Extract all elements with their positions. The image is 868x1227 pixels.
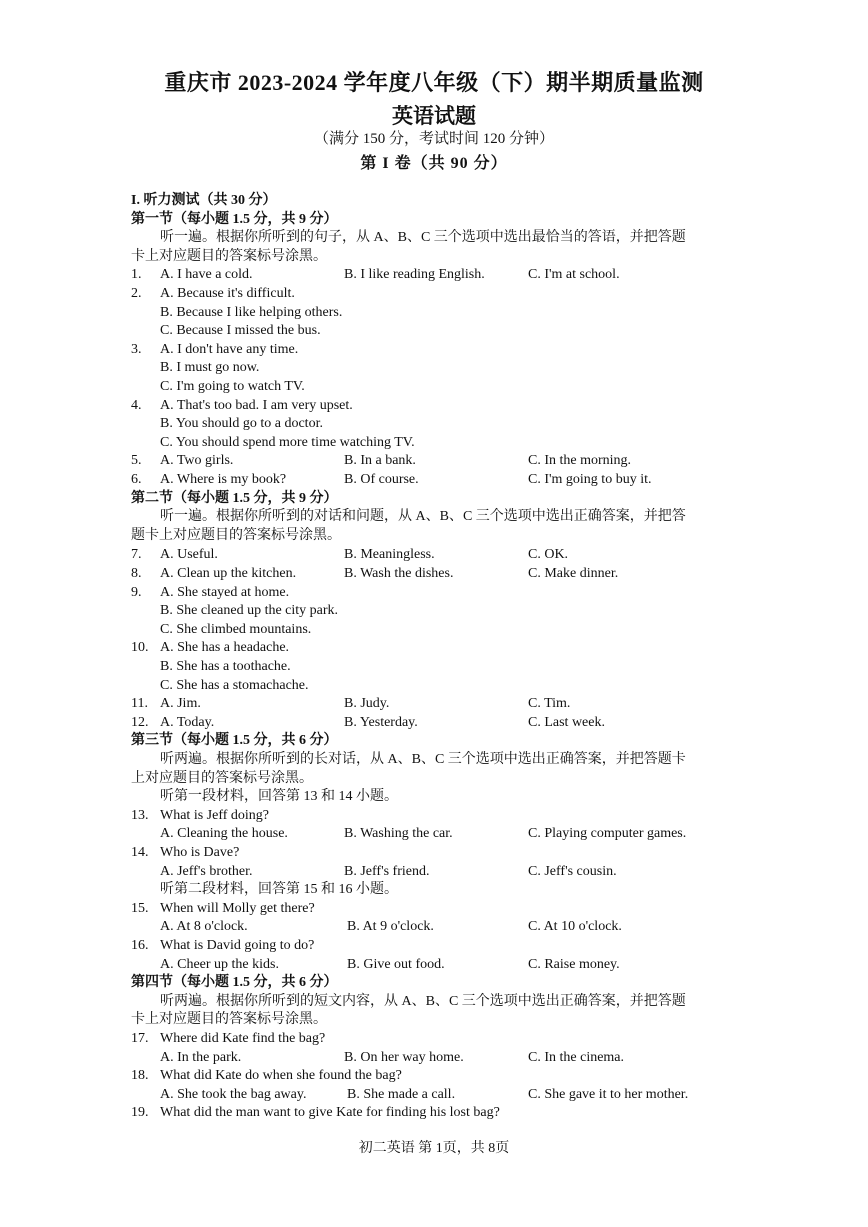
question-16	[131, 937, 743, 956]
option-b: B. Because I like helping others.	[160, 304, 343, 320]
question-number: 14.	[131, 844, 149, 860]
instruction: 听两遍。根据你所听到的短文内容，从 A、B、C 三个选项中选出正确答案，并把答题	[160, 993, 686, 1009]
question-number: 1.	[131, 267, 142, 283]
question-number: 16.	[131, 937, 149, 953]
question-number: 11.	[131, 696, 148, 712]
option-a: A. She took the bag away.	[160, 1086, 307, 1102]
question-number: 19.	[131, 1105, 149, 1121]
option-b: B. On her way home.	[344, 1049, 464, 1065]
options-13	[131, 825, 743, 844]
option-c: C. Playing computer games.	[528, 826, 687, 842]
question-13	[131, 807, 743, 826]
option-c: C. Jeff's cousin.	[528, 863, 617, 879]
question-text: When will Molly get there?	[160, 900, 315, 916]
option-c: C. At 10 o'clock.	[528, 919, 622, 935]
question-14	[131, 844, 743, 863]
option-a: A. Because it's difficult.	[160, 285, 295, 301]
exam-title: 重庆市 2023-2024 学年度八年级（下）期半期质量监测	[164, 70, 704, 95]
question-number: 6.	[131, 471, 142, 487]
option-c: C. She gave it to her mother.	[528, 1086, 689, 1102]
options-16	[131, 956, 743, 975]
option-b: B. You should go to a doctor.	[160, 416, 323, 432]
option-c: C. She climbed mountains.	[160, 621, 312, 637]
question-text: What is David going to do?	[160, 937, 315, 953]
question-text: Who is Dave?	[160, 844, 240, 860]
question-number: 3.	[131, 341, 142, 357]
option-c: C. In the cinema.	[528, 1049, 625, 1065]
options-17	[131, 1049, 743, 1068]
option-a: A. I have a cold.	[160, 267, 253, 283]
exam-note: （满分 150 分，考试时间 120 分钟）	[313, 131, 554, 147]
question-10	[131, 639, 743, 658]
question-12	[131, 714, 743, 733]
option-a: A. Today.	[160, 714, 215, 730]
option-a: A. Jim.	[160, 696, 201, 712]
question-8	[131, 565, 743, 584]
option-a: A. In the park.	[160, 1049, 242, 1065]
question-9	[131, 584, 743, 603]
option-c: C. I'm going to buy it.	[528, 471, 652, 487]
option-c: C. Because I missed the bus.	[160, 323, 321, 339]
question-1	[131, 266, 743, 285]
option-b: B. She made a call.	[347, 1086, 456, 1102]
question-5	[131, 452, 743, 471]
question-number: 17.	[131, 1030, 149, 1046]
option-a: A. Clean up the kitchen.	[160, 566, 297, 582]
volume-heading: 第 I 卷（共 90 分）	[360, 155, 508, 172]
question-17	[131, 1030, 743, 1049]
options-14	[131, 863, 743, 882]
question-6	[131, 471, 743, 490]
instruction: 听一遍。根据你所听到的句子，从 A、B、C 三个选项中选出最恰当的答语，并把答题	[160, 230, 686, 246]
option-a: A. She has a headache.	[160, 640, 290, 656]
question-text: What is Jeff doing?	[160, 807, 269, 823]
option-a: A. That's too bad. I am very upset.	[160, 397, 353, 413]
option-a: A. Cleaning the house.	[160, 826, 288, 842]
option-c: C. Make dinner.	[528, 566, 619, 582]
section-heading: 第二节（每小题 1.5 分，共 9 分）	[131, 490, 338, 506]
option-a: A. Useful.	[160, 547, 218, 563]
question-18	[131, 1067, 743, 1086]
option-a: A. At 8 o'clock.	[160, 919, 248, 935]
option-b: B. Jeff's friend.	[344, 863, 430, 879]
section-heading: 第四节（每小题 1.5 分，共 6 分）	[131, 975, 338, 991]
option-b: B. In a bank.	[344, 453, 416, 469]
question-number: 8.	[131, 566, 142, 582]
option-a: A. She stayed at home.	[160, 584, 290, 600]
option-b: B. Washing the car.	[344, 826, 453, 842]
question-number: 4.	[131, 397, 142, 413]
option-b: B. Give out food.	[347, 956, 445, 972]
question-number: 5.	[131, 453, 142, 469]
option-b: B. I like reading English.	[344, 267, 485, 283]
option-b: B. She cleaned up the city park.	[160, 603, 339, 619]
option-b: B. Yesterday.	[344, 714, 418, 730]
question-11	[131, 695, 743, 714]
option-a: A. Cheer up the kids.	[160, 956, 279, 972]
instruction: 题卡上对应题目的答案标号涂黑。	[131, 527, 341, 543]
option-b: B. Of course.	[344, 471, 419, 487]
option-a: A. Where is my book?	[160, 471, 287, 487]
question-number: 2.	[131, 285, 142, 301]
option-c: C. Raise money.	[528, 956, 620, 972]
option-b: B. Judy.	[344, 696, 390, 712]
instruction: 听两遍。根据你所听到的长对话，从 A、B、C 三个选项中选出正确答案，并把答题卡	[160, 752, 686, 767]
option-a: A. Two girls.	[160, 453, 234, 469]
options-18	[131, 1086, 743, 1105]
section-heading: 第三节（每小题 1.5 分，共 6 分）	[131, 733, 338, 749]
options-15	[131, 918, 743, 937]
question-4	[131, 397, 743, 416]
question-number: 10.	[131, 640, 149, 656]
question-number: 13.	[131, 807, 149, 823]
option-c: C. OK.	[528, 547, 569, 563]
option-b: B. At 9 o'clock.	[347, 919, 434, 935]
option-c: C. Tim.	[528, 696, 571, 712]
option-c: C. I'm at school.	[528, 267, 620, 283]
question-text: Where did Kate find the bag?	[160, 1030, 326, 1046]
option-a: A. I don't have any time.	[160, 341, 299, 357]
question-number: 7.	[131, 547, 142, 563]
page-footer: 初二英语 第 1页，共 8页	[358, 1141, 510, 1156]
option-a: A. Jeff's brother.	[160, 863, 253, 879]
question-15	[131, 900, 743, 919]
part-heading: I. 听力测试（共 30 分）	[131, 193, 277, 208]
material-note: 听第一段材料，回答第 13 和 14 小题。	[160, 789, 398, 805]
option-c: C. I'm going to watch TV.	[160, 378, 305, 394]
option-b: B. She has a toothache.	[160, 659, 291, 675]
option-c: C. Last week.	[528, 714, 605, 730]
question-3	[131, 341, 743, 360]
question-text: What did the man want to give Kate for finding his lost bag?	[160, 1105, 500, 1121]
question-text: What did Kate do when she found the bag?	[160, 1068, 402, 1084]
instruction: 听一遍。根据你所听到的对话和问题，从 A、B、C 三个选项中选出正确答案，并把答	[160, 509, 686, 525]
option-b: B. I must go now.	[160, 360, 260, 376]
option-c: C. She has a stomachache.	[160, 677, 309, 693]
instruction: 卡上对应题目的答案标号涂黑。	[131, 1012, 327, 1028]
option-c: C. In the morning.	[528, 453, 632, 469]
instruction: 卡上对应题目的答案标号涂黑。	[131, 248, 327, 264]
exam-subtitle: 英语试题	[392, 104, 476, 128]
option-c: C. You should spend more time watching TV.	[160, 434, 415, 450]
question-number: 15.	[131, 900, 149, 916]
question-number: 9.	[131, 584, 142, 600]
question-19	[131, 1104, 743, 1123]
instruction: 上对应题目的答案标号涂黑。	[131, 770, 313, 786]
question-number: 12.	[131, 714, 149, 730]
question-number: 18.	[131, 1068, 149, 1084]
listening-section	[131, 192, 743, 1123]
material-note: 听第二段材料，回答第 15 和 16 小题。	[160, 882, 398, 898]
option-b: B. Meaningless.	[344, 547, 435, 563]
option-b: B. Wash the dishes.	[344, 566, 454, 582]
question-2	[131, 285, 743, 304]
section-heading: 第一节（每小题 1.5 分，共 9 分）	[131, 211, 338, 227]
question-7	[131, 546, 743, 565]
